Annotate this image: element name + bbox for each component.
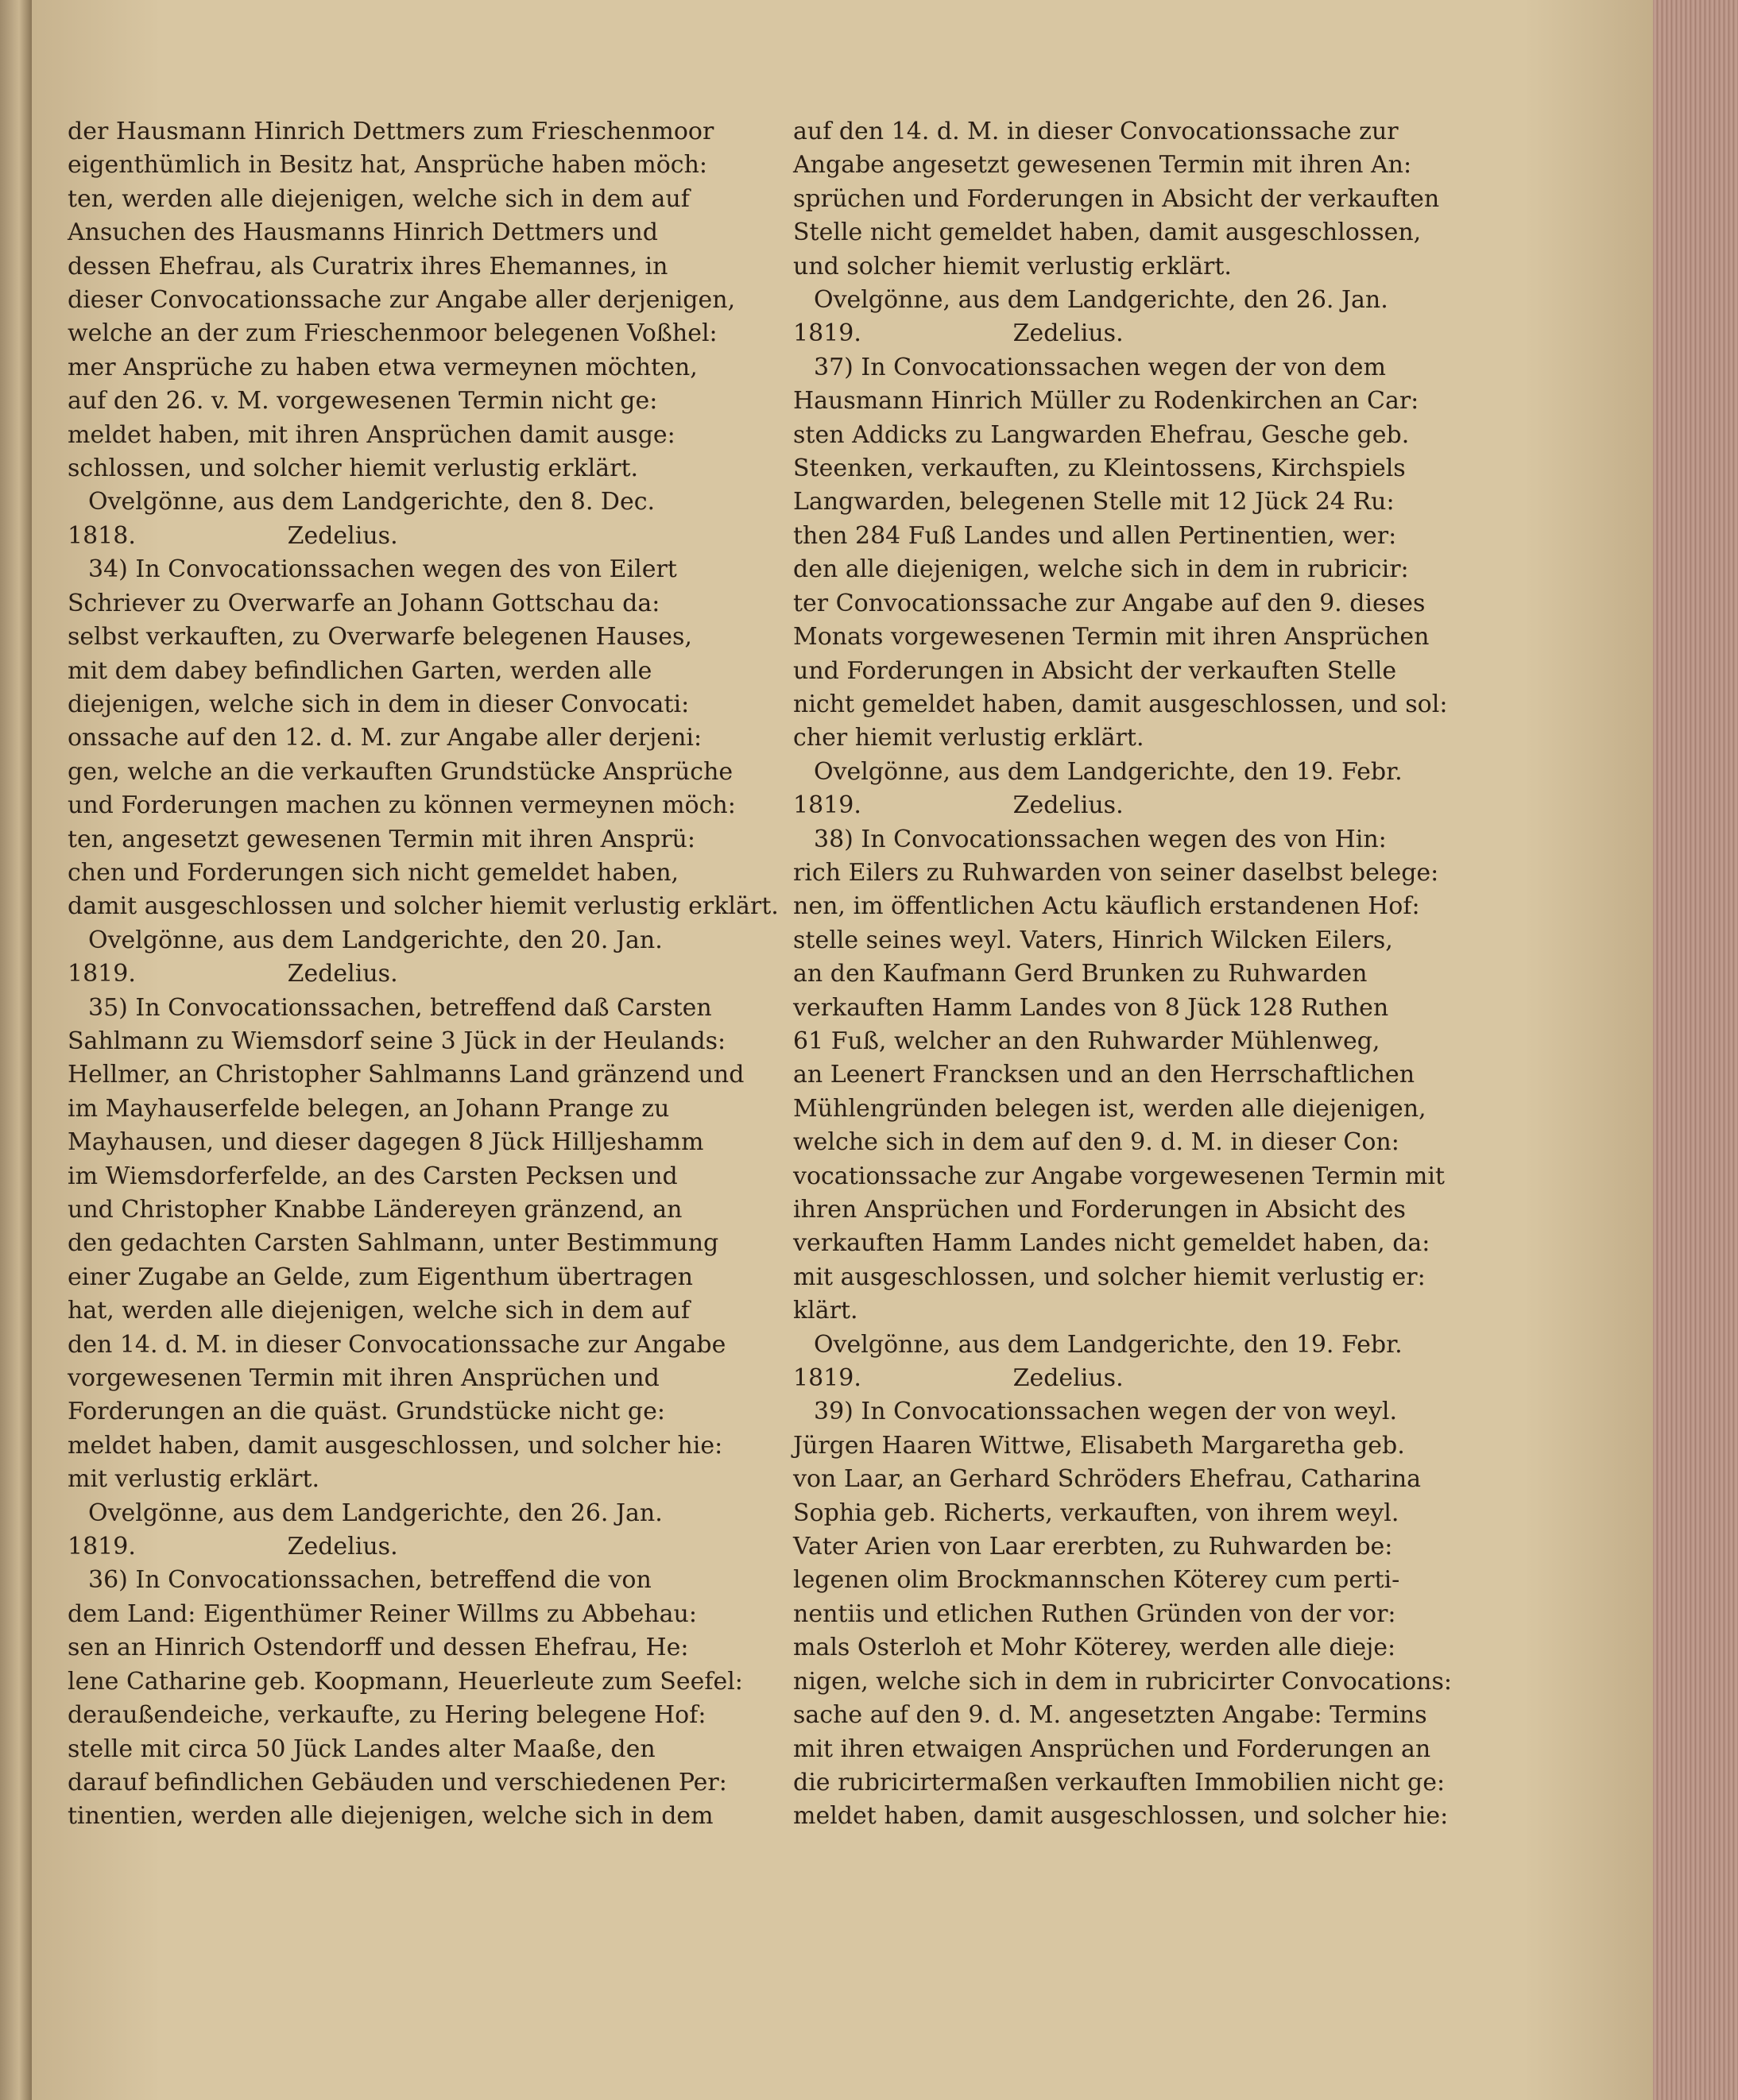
text-line: nicht gemeldet haben, damit ausgeschlossen, und sol: bbox=[793, 690, 1448, 718]
text-line: Angabe angesetzt gewesenen Termin mit ihren An: bbox=[793, 151, 1412, 180]
text-line: chen und Forderungen sich nicht gemeldet haben, bbox=[68, 858, 679, 887]
text-line: dieser Convocationssache zur Angabe aller derjenigen, bbox=[68, 286, 736, 315]
text-line: mals Osterloh et Mohr Köterey, werden alle dieje: bbox=[793, 1634, 1396, 1662]
text-line: hat, werden alle diejenigen, welche sich in dem auf bbox=[68, 1297, 690, 1325]
text-line: 1819. Zedelius. bbox=[793, 1364, 1124, 1393]
text-line: welche sich in dem auf den 9. d. M. in dieser Con: bbox=[793, 1128, 1399, 1157]
text-line: sten Addicks zu Langwarden Ehefrau, Gesche geb. bbox=[793, 420, 1410, 449]
text-line: an den Kaufmann Gerd Brunken zu Ruhwarden bbox=[793, 960, 1368, 988]
text-line: schlossen, und solcher hiemit verlustig erklärt. bbox=[68, 454, 639, 483]
text-line: 36) In Convocationssachen, betreffend die von bbox=[88, 1566, 652, 1595]
text-line: Vater Arien von Laar ererbten, zu Ruhwarden be: bbox=[793, 1533, 1393, 1561]
text-line: 1819. Zedelius. bbox=[68, 1533, 398, 1561]
text-line: und Christopher Knabbe Ländereyen gränzend, an bbox=[68, 1196, 683, 1224]
text-line: verkauften Hamm Landes von 8 Jück 128 Ruthen bbox=[793, 993, 1389, 1022]
text-line: stelle mit circa 50 Jück Landes alter Maaße, den bbox=[68, 1735, 656, 1763]
text-line: Ovelgönne, aus dem Landgerichte, den 19. Febr. bbox=[814, 1330, 1403, 1359]
text-line: 1819. Zedelius. bbox=[793, 319, 1124, 348]
text-line: gen, welche an die verkauften Grundstücke Ansprüche bbox=[68, 757, 734, 786]
text-line: 1818. Zedelius. bbox=[68, 521, 398, 550]
text-line: 37) In Convocationssachen wegen der von dem bbox=[814, 353, 1386, 381]
text-line: meldet haben, mit ihren Ansprüchen damit ausge: bbox=[68, 420, 675, 449]
text-line: Hausmann Hinrich Müller zu Rodenkirchen an Car: bbox=[793, 387, 1419, 416]
text-line: Monats vorgewesenen Termin mit ihren Ansprüchen bbox=[793, 623, 1430, 652]
text-line: im Wiemsdorferfelde, an des Carsten Pecksen und bbox=[68, 1162, 678, 1190]
text-line: 39) In Convocationssachen wegen der von weyl. bbox=[814, 1398, 1398, 1426]
text-line: damit ausgeschlossen und solcher hiemit verlustig erklärt. bbox=[68, 892, 779, 921]
text-line: mit dem dabey befindlichen Garten, werden alle bbox=[68, 656, 652, 685]
text-line: Ovelgönne, aus dem Landgerichte, den 26. Jan. bbox=[814, 286, 1388, 315]
text-line: den 14. d. M. in dieser Convocationssache zur Angabe bbox=[68, 1330, 726, 1359]
text-line: die rubricirtermaßen verkauften Immobilien nicht ge: bbox=[793, 1768, 1446, 1796]
text-line: sen an Hinrich Ostendorff und dessen Ehefrau, He: bbox=[68, 1634, 689, 1662]
text-line: klärt. bbox=[793, 1297, 858, 1325]
text-line: dem Land: Eigenthümer Reiner Willms zu Abbehau: bbox=[68, 1599, 697, 1628]
text-line: Ovelgönne, aus dem Landgerichte, den 20. Jan. bbox=[88, 926, 663, 954]
text-line: Mühlengründen belegen ist, werden alle diejenigen, bbox=[793, 1094, 1426, 1123]
text-line: Ovelgönne, aus dem Landgerichte, den 19. Febr. bbox=[814, 757, 1403, 786]
text-line: im Mayhauserfelde belegen, an Johann Prange zu bbox=[68, 1094, 670, 1123]
text-line: selbst verkauften, zu Overwarfe belegenen Hauses, bbox=[68, 623, 692, 652]
text-line: nen, im öffentlichen Actu käuflich erstandenen Hof: bbox=[793, 892, 1420, 921]
text-line: Forderungen an die quäst. Grundstücke nicht ge: bbox=[68, 1398, 665, 1426]
text-line: welche an der zum Frieschenmoor belegenen Voßhel: bbox=[68, 319, 718, 348]
text-line: mer Ansprüche zu haben etwa vermeynen möchten, bbox=[68, 353, 698, 381]
text-line: Sahlmann zu Wiemsdorf seine 3 Jück in der Heulands: bbox=[68, 1027, 726, 1055]
text-line: Ansuchen des Hausmanns Hinrich Dettmers und bbox=[68, 219, 658, 247]
text-line: rich Eilers zu Ruhwarden von seiner daselbst belege: bbox=[793, 858, 1439, 887]
text-line: cher hiemit verlustig erklärt. bbox=[793, 724, 1144, 752]
text-line: mit ausgeschlossen, und solcher hiemit verlustig er: bbox=[793, 1263, 1426, 1291]
text-line: nentiis und etlichen Ruthen Gründen von der vor: bbox=[793, 1599, 1396, 1628]
text-line: Ovelgönne, aus dem Landgerichte, den 26. Jan. bbox=[88, 1499, 663, 1527]
text-line: der Hausmann Hinrich Dettmers zum Frieschenmoor bbox=[68, 118, 714, 145]
text-line: Stelle nicht gemeldet haben, damit ausgeschlossen, bbox=[793, 219, 1422, 247]
text-line: und Forderungen in Absicht der verkauften Stelle bbox=[793, 656, 1397, 685]
text-line: Jürgen Haaren Wittwe, Elisabeth Margaretha geb. bbox=[793, 1431, 1405, 1460]
text-line: verkauften Hamm Landes nicht gemeldet haben, da: bbox=[793, 1229, 1430, 1258]
text-line: Langwarden, belegenen Stelle mit 12 Jück 24 Ru: bbox=[793, 488, 1395, 516]
text-line: den alle diejenigen, welche sich in dem in rubricir: bbox=[793, 555, 1409, 584]
book-gutter bbox=[0, 0, 32, 2100]
text-line: Ovelgönne, aus dem Landgerichte, den 8. Dec. bbox=[88, 488, 656, 516]
text-line: 1819. Zedelius. bbox=[793, 791, 1124, 820]
text-line: 61 Fuß, welcher an den Ruhwarder Mühlenweg, bbox=[793, 1027, 1380, 1055]
text-line: und Forderungen machen zu können vermeynen möch: bbox=[68, 791, 736, 820]
text-line: vorgewesenen Termin mit ihren Ansprüchen und bbox=[68, 1364, 660, 1393]
text-line: vocationssache zur Angabe vorgewesenen Termin mit bbox=[793, 1162, 1445, 1190]
text-line: tinentien, werden alle diejenigen, welche sich in dem bbox=[68, 1802, 714, 1831]
text-line: Steenken, verkauften, zu Kleintossens, Kirchspiels bbox=[793, 454, 1406, 483]
text-line: stelle seines weyl. Vaters, Hinrich Wilcken Eilers, bbox=[793, 926, 1393, 954]
text-line: 1819. Zedelius. bbox=[68, 960, 398, 988]
text-line: den gedachten Carsten Sahlmann, unter Bestimmung bbox=[68, 1229, 719, 1258]
text-line: diejenigen, welche sich in dem in dieser Convocati: bbox=[68, 690, 690, 718]
text-line: und solcher hiemit verlustig erklärt. bbox=[793, 252, 1232, 280]
left-text-column bbox=[68, 115, 779, 1834]
text-line: sache auf den 9. d. M. angesetzten Angabe: Termins bbox=[793, 1701, 1427, 1730]
text-line: auf den 14. d. M. in dieser Convocationssache zur bbox=[793, 118, 1399, 145]
text-line: 38) In Convocationssachen wegen des von Hin: bbox=[814, 825, 1387, 853]
text-line: eigenthümlich in Besitz hat, Ansprüche haben möch: bbox=[68, 151, 708, 180]
text-line: Schriever zu Overwarfe an Johann Gottschau da: bbox=[68, 589, 660, 617]
text-line: deraußendeiche, verkaufte, zu Hering belegene Hof: bbox=[68, 1701, 706, 1730]
text-line: 35) In Convocationssachen, betreffend daß Carsten bbox=[88, 993, 712, 1022]
text-line: Sophia geb. Richerts, verkauften, von ihrem weyl. bbox=[793, 1499, 1399, 1527]
text-line: Mayhausen, und dieser dagegen 8 Jück Hilljeshamm bbox=[68, 1128, 704, 1157]
text-line: meldet haben, damit ausgeschlossen, und solcher hie: bbox=[793, 1802, 1449, 1831]
text-line: nigen, welche sich in dem in rubricirter Convocations: bbox=[793, 1667, 1452, 1696]
text-line: einer Zugabe an Gelde, zum Eigenthum übertragen bbox=[68, 1263, 693, 1291]
text-line: ihren Ansprüchen und Forderungen in Absicht des bbox=[793, 1196, 1406, 1224]
right-text-column bbox=[793, 115, 1492, 1834]
page-edges bbox=[1653, 0, 1738, 2100]
text-line: then 284 Fuß Landes und allen Pertinentien, wer: bbox=[793, 521, 1397, 550]
text-line: an Leenert Francksen und an den Herrschaftlichen bbox=[793, 1061, 1415, 1089]
text-line: dessen Ehefrau, als Curatrix ihres Ehemannes, in bbox=[68, 252, 668, 280]
text-line: ten, angesetzt gewesenen Termin mit ihren Ansprü: bbox=[68, 825, 695, 853]
text-line: meldet haben, damit ausgeschlossen, und solcher hie: bbox=[68, 1431, 723, 1460]
text-line: mit ihren etwaigen Ansprüchen und Forderungen an bbox=[793, 1735, 1431, 1763]
text-line: darauf befindlichen Gebäuden und verschiedenen Per: bbox=[68, 1768, 727, 1796]
text-line: auf den 26. v. M. vorgewesenen Termin nicht ge: bbox=[68, 387, 658, 416]
text-line: von Laar, an Gerhard Schröders Ehefrau, Catharina bbox=[793, 1465, 1422, 1494]
text-line: 34) In Convocationssachen wegen des von Eilert bbox=[88, 555, 677, 584]
text-line: ten, werden alle diejenigen, welche sich in dem auf bbox=[68, 184, 690, 213]
text-line: mit verlustig erklärt. bbox=[68, 1465, 320, 1494]
text-line: Hellmer, an Christopher Sahlmanns Land gränzend und bbox=[68, 1061, 745, 1089]
text-line: onssache auf den 12. d. M. zur Angabe aller derjeni: bbox=[68, 724, 703, 752]
text-line: lene Catharine geb. Koopmann, Heuerleute zum Seefel: bbox=[68, 1667, 743, 1696]
text-line: sprüchen und Forderungen in Absicht der verkauften bbox=[793, 184, 1440, 213]
text-line: legenen olim Brockmannschen Köterey cum perti- bbox=[793, 1566, 1400, 1595]
text-line: ter Convocationssache zur Angabe auf den 9. dieses bbox=[793, 589, 1426, 617]
